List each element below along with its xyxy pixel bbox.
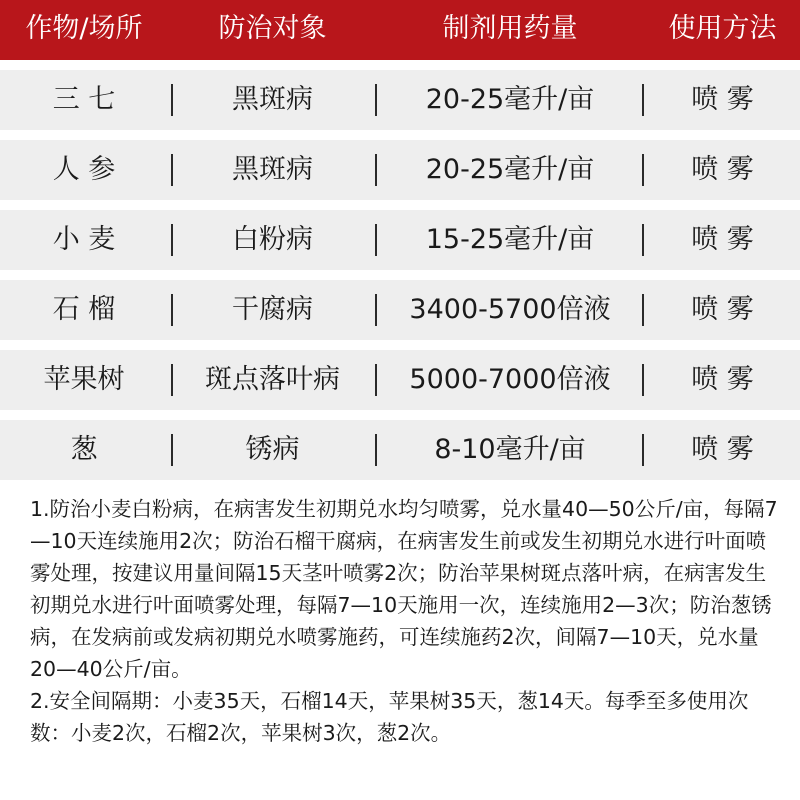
target-cell: 斑点落叶病 [205, 364, 340, 395]
header-method: 使用方法 [668, 13, 777, 44]
crop-cell: 苹果树 [43, 364, 125, 395]
header-target: 防治对象 [218, 13, 327, 44]
table-row [0, 350, 800, 410]
target-cell: 锈病 [245, 434, 300, 465]
column-divider [642, 224, 644, 256]
method-cell: 喷 雾 [691, 154, 754, 185]
header-crop: 作物/场所 [25, 13, 143, 44]
dose-cell: 20-25毫升/亩 [425, 84, 595, 115]
dose-cell: 15-25毫升/亩 [425, 224, 595, 255]
header-dose: 制剂用药量 [442, 13, 578, 44]
column-divider [171, 434, 173, 466]
crop-cell: 葱 [70, 434, 98, 465]
column-divider [171, 364, 173, 396]
crop-cell: 小 麦 [52, 224, 116, 255]
column-divider [171, 224, 173, 256]
column-divider [171, 154, 173, 186]
column-divider [642, 294, 644, 326]
crop-cell: 三 七 [52, 84, 116, 115]
dose-cell: 20-25毫升/亩 [425, 154, 595, 185]
column-divider [375, 224, 377, 256]
crop-cell: 人 参 [52, 154, 116, 185]
dose-cell: 3400-5700倍液 [409, 294, 611, 325]
target-cell: 黑斑病 [232, 84, 313, 115]
table-row [0, 420, 800, 480]
column-divider [642, 84, 644, 116]
method-cell: 喷 雾 [691, 294, 754, 325]
table-row [0, 70, 800, 130]
method-cell: 喷 雾 [691, 364, 754, 395]
column-divider [642, 364, 644, 396]
table-row [0, 140, 800, 200]
table-header [0, 0, 800, 60]
dose-cell: 8-10毫升/亩 [434, 434, 586, 465]
dose-cell: 5000-7000倍液 [409, 364, 611, 395]
note-paragraph: 1.防治小麦白粉病，在病害发生初期兑水均匀喷雾，兑水量40—50公斤/亩，每隔7—10天连续施用2次；防治石榴干腐病，在病害发生前或发生初期兑水进行叶面喷雾处理，按建议用量间隔15天茎叶喷雾2次；防治苹果树斑点落叶病，在病害发生初期兑水进行叶面喷雾处理，每隔7—10天施用一次，连续施用2—3次；防治葱锈病，在发病前或发病初期兑水喷雾施药，可连续施药2次，间隔7—10天，兑水量20—40公斤/亩。 [30, 497, 778, 681]
method-cell: 喷 雾 [691, 434, 754, 465]
column-divider [375, 434, 377, 466]
note-paragraph: 2.安全间隔期：小麦35天，石榴14天，苹果树35天，葱14天。每季至多使用次数：小麦2次，石榴2次，苹果树3次，葱2次。 [30, 689, 749, 745]
column-divider [642, 154, 644, 186]
target-cell: 白粉病 [232, 224, 313, 255]
crop-cell: 石 榴 [52, 294, 116, 325]
table-row [0, 280, 800, 340]
column-divider [375, 154, 377, 186]
method-cell: 喷 雾 [691, 224, 754, 255]
method-cell: 喷 雾 [691, 84, 754, 115]
column-divider [171, 294, 173, 326]
target-cell: 黑斑病 [232, 154, 313, 185]
column-divider [642, 434, 644, 466]
column-divider [375, 294, 377, 326]
column-divider [375, 364, 377, 396]
usage-notes [30, 493, 780, 749]
table-row [0, 210, 800, 270]
target-cell: 干腐病 [232, 294, 313, 325]
column-divider [171, 84, 173, 116]
column-divider [375, 84, 377, 116]
